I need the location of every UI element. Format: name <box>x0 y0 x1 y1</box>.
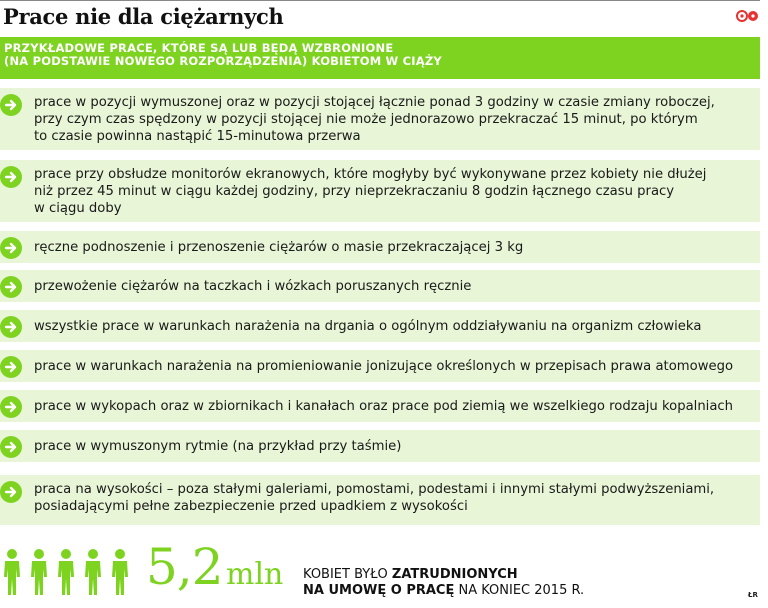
caption-line-1-normal: KOBIET BYŁO <box>303 567 392 582</box>
person-icon <box>56 549 76 595</box>
list-item-text <box>34 278 748 295</box>
list-item-line: praca na wysokości – poza stałymi galeriami, pomostami, podestami i innymi stałymi podwyższeniami, <box>34 482 715 497</box>
brand-logo-icon <box>736 10 760 22</box>
list-item-line: przy czym czas spędzony w pozycji stojącej nie może jednorazowo przekraczać 15 minut, po którym <box>34 112 698 127</box>
author-credit: ŁR <box>748 591 758 599</box>
arrow-right-icon <box>0 481 22 503</box>
list-item-line: przewożenie ciężarów na taczkach i wózkach poruszanych ręcznie <box>34 279 472 294</box>
list-item-line: prace w wykopach oraz w zbiornikach i kanałach oraz prace pod ziemią we wszelkiego rodzaju kopalniach <box>34 399 734 414</box>
arrow-right-icon <box>0 237 22 259</box>
list-item-text <box>34 318 748 335</box>
list-item <box>0 310 760 342</box>
list-item-line: ręczne podnoszenie i przenoszenie ciężarów o masie przekraczającej 3 kg <box>34 240 524 255</box>
arrow-right-icon <box>0 166 22 188</box>
caption-line-1-bold: ZATRUDNIONYCH <box>391 567 518 582</box>
list-item-line: to czasie powinna nastąpić 15-minutowa przerwa <box>34 129 361 144</box>
list-item-line: prace przy obsłudze monitorów ekranowych, które mogłyby być wykonywane przez kobiety nie dłużej <box>34 167 707 182</box>
statistic-unit: mln <box>226 557 284 592</box>
arrow-right-icon <box>0 316 22 338</box>
person-icon <box>2 549 22 595</box>
person-icon <box>29 549 49 595</box>
caption-line-2-bold: NA UMOWĘ O PRACĘ <box>303 583 455 598</box>
person-icon <box>83 549 103 595</box>
subheading-line-2: (NA PODSTAWIE NOWEGO ROZPORZĄDZENIA) KOBIETOM W CIĄŻY <box>4 54 442 68</box>
list-item <box>0 231 760 263</box>
list-item <box>0 475 760 525</box>
list-item-line: prace w pozycji wymuszonej oraz w pozycji stojącej łącznie ponad 3 godziny w czasie zmiany roboczej, <box>34 95 715 110</box>
subheading-line-1: PRZYKŁADOWE PRACE, KTÓRE SĄ LUB BĘDĄ WZBRONIONE <box>4 41 394 55</box>
top-rule <box>0 0 760 1</box>
list-item-text <box>34 358 748 375</box>
list-item-line: posiadającymi pełne zabezpieczenie przed upadkiem z wysokości <box>34 499 468 514</box>
list-item-text <box>34 398 748 415</box>
list-item-text <box>34 481 748 515</box>
arrow-right-icon <box>0 276 22 298</box>
list-item-text <box>34 438 748 455</box>
caption-line-2 <box>303 583 584 599</box>
list-item <box>0 270 760 302</box>
list-item <box>0 88 760 150</box>
list-item <box>0 350 760 382</box>
list-item-line: niż przez 45 minut w ciągu każdej godziny, przy nieprzekraczaniu 8 godzin łącznego czasu pracy <box>34 184 675 199</box>
list-item <box>0 160 760 222</box>
subheading-banner <box>0 37 760 79</box>
person-icon <box>110 549 130 595</box>
list-item <box>0 430 760 462</box>
arrow-right-icon <box>0 396 22 418</box>
list-item-text <box>34 166 748 217</box>
statistic-caption <box>303 567 584 599</box>
arrow-right-icon <box>0 436 22 458</box>
list-item <box>0 390 760 422</box>
arrow-right-icon <box>0 94 22 116</box>
page-title: Prace nie dla ciężarnych <box>3 4 284 29</box>
arrow-right-icon <box>0 356 22 378</box>
statistic-value: 5,2 <box>146 538 223 596</box>
list-item-line: prace w wymuszonym rytmie (na przykład przy taśmie) <box>34 439 402 454</box>
caption-line-1 <box>303 567 584 583</box>
list-item-text <box>34 94 748 145</box>
list-item-text <box>34 239 748 256</box>
caption-line-2-normal: NA KONIEC 2015 R. <box>454 583 585 598</box>
list-item-line: wszystkie prace w warunkach narażenia na drgania o ogólnym oddziaływaniu na organizm człowieka <box>34 319 702 334</box>
list-item-line: w ciągu doby <box>34 201 122 216</box>
list-item-line: prace w warunkach narażenia na promieniowanie jonizujące określonych w przepisach prawa atomowego <box>34 359 734 374</box>
